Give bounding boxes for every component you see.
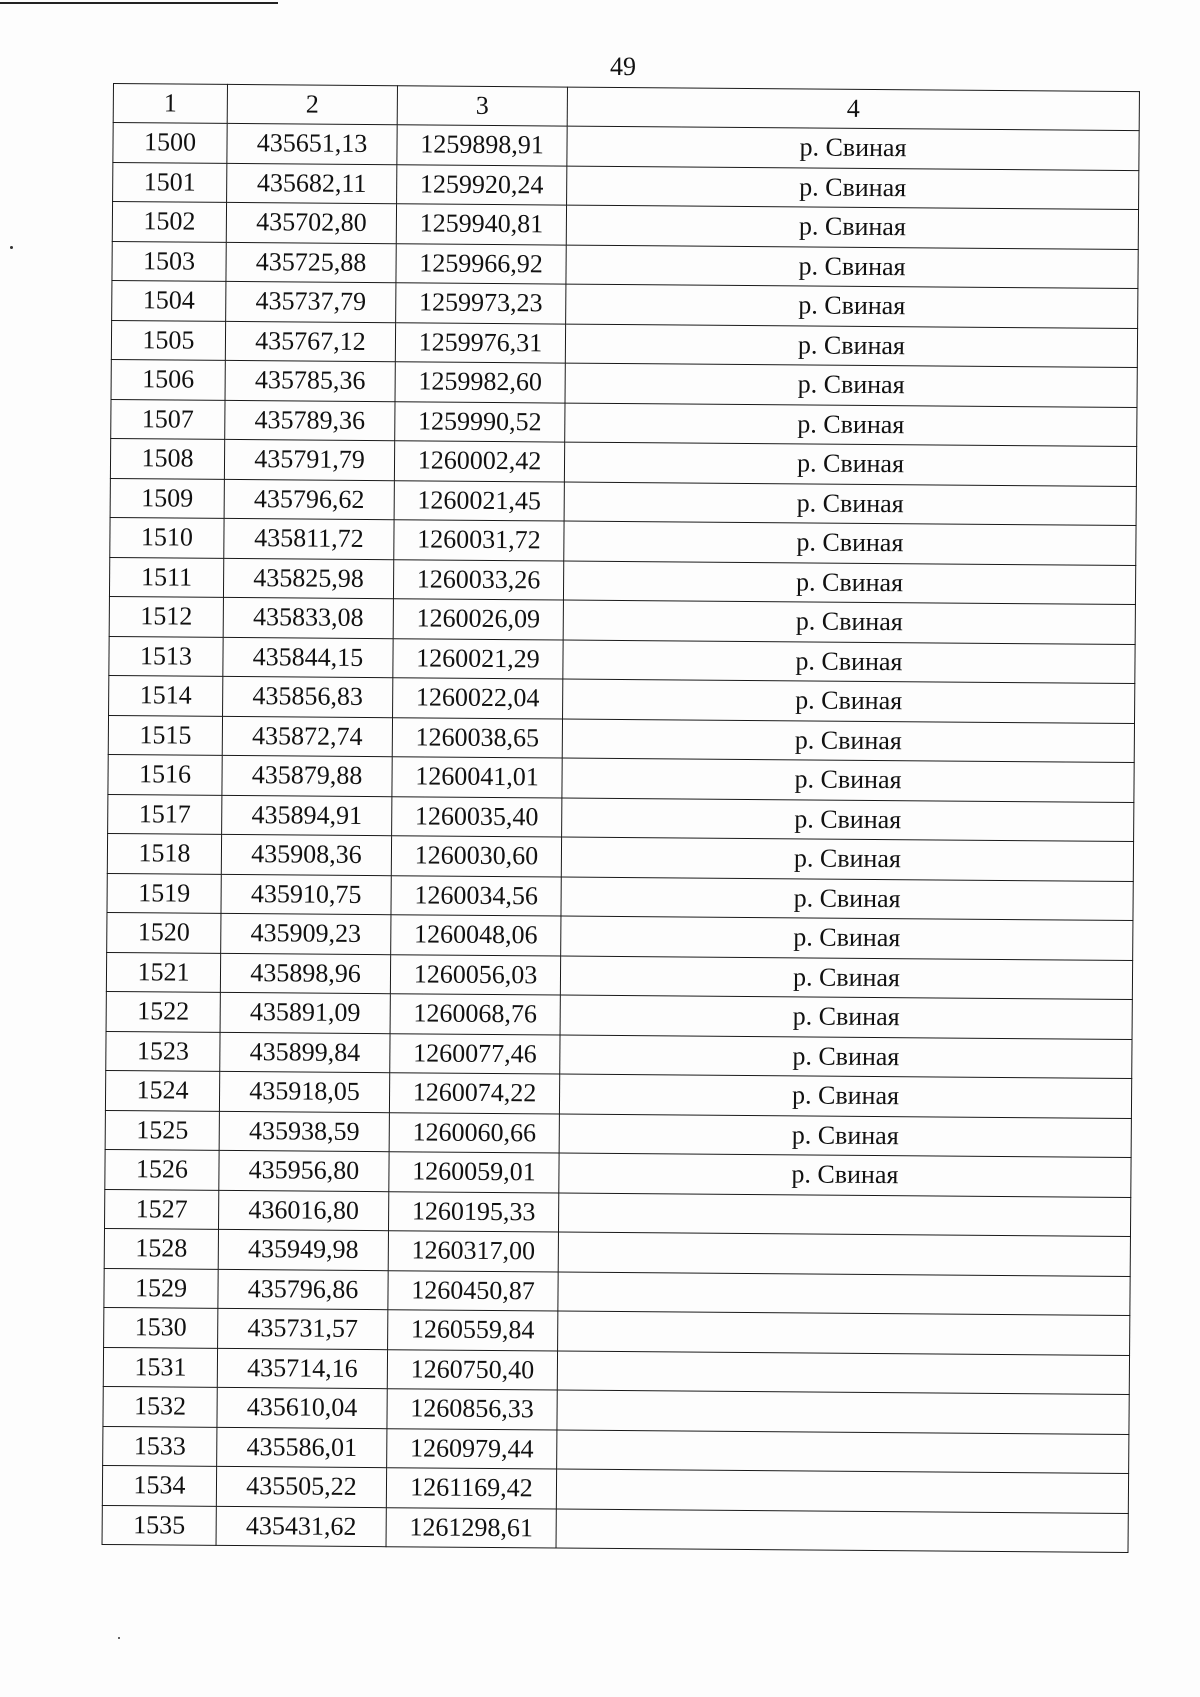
- point-number-cell: 1501: [113, 162, 227, 202]
- description-cell: р. Свиная: [566, 245, 1138, 289]
- y-coordinate-cell: 1260021,45: [394, 480, 564, 521]
- description-cell: р. Свиная: [559, 1114, 1131, 1158]
- y-coordinate-cell: 1260031,72: [394, 520, 564, 561]
- point-number-cell: 1507: [111, 399, 225, 439]
- x-coordinate-cell: 435938,59: [219, 1111, 389, 1152]
- x-coordinate-cell: 435702,80: [226, 202, 396, 243]
- description-cell: р. Свиная: [566, 284, 1138, 328]
- point-number-cell: 1513: [109, 636, 223, 676]
- point-number-cell: 1535: [102, 1505, 216, 1545]
- y-coordinate-cell: 1260030,60: [391, 836, 561, 877]
- description-cell: р. Свиная: [560, 956, 1132, 1000]
- description-cell: [558, 1311, 1130, 1355]
- description-cell: р. Свиная: [563, 640, 1135, 684]
- x-coordinate-cell: 435909,23: [221, 913, 391, 954]
- description-cell: р. Свиная: [564, 482, 1136, 526]
- description-cell: [558, 1193, 1130, 1237]
- coordinates-table: [102, 83, 1140, 1553]
- point-number-cell: 1522: [106, 991, 220, 1031]
- x-coordinate-cell: 435610,04: [217, 1387, 387, 1428]
- x-coordinate-cell: 435731,57: [218, 1308, 388, 1349]
- point-number-cell: 1505: [111, 320, 225, 360]
- x-coordinate-cell: 435825,98: [223, 558, 393, 599]
- x-coordinate-cell: 435899,84: [220, 1032, 390, 1073]
- point-number-cell: 1502: [112, 202, 226, 242]
- x-coordinate-cell: 435894,91: [222, 795, 392, 836]
- description-cell: [556, 1509, 1128, 1553]
- description-cell: [558, 1272, 1130, 1316]
- point-number-cell: 1518: [107, 833, 221, 873]
- y-coordinate-cell: 1259898,91: [397, 125, 567, 166]
- point-number-cell: 1504: [112, 280, 226, 320]
- description-cell: р. Свиная: [563, 679, 1135, 723]
- point-number-cell: 1516: [108, 754, 222, 794]
- description-cell: [557, 1351, 1129, 1395]
- x-coordinate-cell: 435789,36: [225, 400, 395, 441]
- description-cell: р. Свиная: [563, 600, 1135, 644]
- y-coordinate-cell: 1260060,66: [389, 1112, 559, 1153]
- y-coordinate-cell: 1260559,84: [388, 1310, 558, 1351]
- y-coordinate-cell: 1259940,81: [396, 204, 566, 245]
- description-cell: р. Свиная: [560, 995, 1132, 1039]
- point-number-cell: 1520: [107, 912, 221, 952]
- x-coordinate-cell: 435725,88: [226, 242, 396, 283]
- x-coordinate-cell: 435505,22: [216, 1466, 386, 1507]
- description-cell: р. Свиная: [559, 1153, 1131, 1197]
- description-cell: [557, 1390, 1129, 1434]
- point-number-cell: 1526: [105, 1149, 219, 1189]
- x-coordinate-cell: 435791,79: [224, 439, 394, 480]
- x-coordinate-cell: 435811,72: [224, 518, 394, 559]
- x-coordinate-cell: 436016,80: [218, 1190, 388, 1231]
- point-number-cell: 1515: [108, 715, 222, 755]
- y-coordinate-cell: 1259976,31: [395, 322, 565, 363]
- description-cell: р. Свиная: [565, 363, 1137, 407]
- y-coordinate-cell: 1260059,01: [389, 1152, 559, 1193]
- y-coordinate-cell: 1259990,52: [395, 401, 565, 442]
- x-coordinate-cell: 435918,05: [219, 1071, 389, 1112]
- x-coordinate-cell: 435714,16: [217, 1348, 387, 1389]
- description-cell: р. Свиная: [567, 166, 1139, 210]
- table-row: [102, 1505, 1128, 1553]
- y-coordinate-cell: 1260048,06: [391, 915, 561, 956]
- point-number-cell: 1531: [103, 1347, 217, 1387]
- point-number-cell: 1525: [105, 1110, 219, 1150]
- description-cell: р. Свиная: [562, 758, 1134, 802]
- y-coordinate-cell: 1260068,76: [390, 994, 560, 1035]
- description-cell: [558, 1232, 1130, 1276]
- description-cell: р. Свиная: [561, 837, 1133, 881]
- column-header-2: 2: [227, 84, 397, 124]
- description-cell: р. Свиная: [561, 916, 1133, 960]
- x-coordinate-cell: 435879,88: [222, 755, 392, 796]
- description-cell: р. Свиная: [562, 719, 1134, 763]
- scan-speck: [118, 1637, 120, 1639]
- x-coordinate-cell: 435431,62: [216, 1506, 386, 1547]
- x-coordinate-cell: 435833,08: [223, 597, 393, 638]
- y-coordinate-cell: 1260074,22: [389, 1073, 559, 1114]
- x-coordinate-cell: 435872,74: [222, 716, 392, 757]
- x-coordinate-cell: 435898,96: [220, 953, 390, 994]
- y-coordinate-cell: 1260034,56: [391, 875, 561, 916]
- x-coordinate-cell: 435767,12: [225, 321, 395, 362]
- y-coordinate-cell: 1260195,33: [388, 1191, 558, 1232]
- scan-speck: [10, 246, 13, 249]
- x-coordinate-cell: 435844,15: [223, 637, 393, 678]
- point-number-cell: 1533: [103, 1426, 217, 1466]
- description-cell: р. Свиная: [565, 324, 1137, 368]
- column-header-1: 1: [113, 84, 227, 124]
- y-coordinate-cell: 1260317,00: [388, 1231, 558, 1272]
- column-header-4: 4: [567, 87, 1139, 130]
- point-number-cell: 1514: [109, 675, 223, 715]
- description-cell: р. Свиная: [564, 521, 1136, 565]
- y-coordinate-cell: 1260077,46: [390, 1033, 560, 1074]
- point-number-cell: 1534: [102, 1465, 216, 1505]
- y-coordinate-cell: 1259973,23: [396, 283, 566, 324]
- description-cell: р. Свиная: [567, 126, 1139, 170]
- point-number-cell: 1519: [107, 873, 221, 913]
- x-coordinate-cell: 435737,79: [226, 281, 396, 322]
- description-cell: р. Свиная: [566, 205, 1138, 249]
- point-number-cell: 1517: [108, 794, 222, 834]
- page-number: 49: [610, 52, 636, 81]
- point-number-cell: 1500: [113, 123, 227, 163]
- y-coordinate-cell: 1260979,44: [387, 1428, 557, 1469]
- description-cell: р. Свиная: [564, 442, 1136, 486]
- y-coordinate-cell: 1260026,09: [393, 599, 563, 640]
- y-coordinate-cell: 1260450,87: [388, 1270, 558, 1311]
- x-coordinate-cell: 435651,13: [227, 123, 397, 164]
- column-header-3: 3: [397, 86, 567, 126]
- description-cell: р. Свиная: [563, 561, 1135, 605]
- point-number-cell: 1512: [109, 596, 223, 636]
- point-number-cell: 1524: [105, 1070, 219, 1110]
- description-cell: р. Свиная: [565, 403, 1137, 447]
- point-number-cell: 1521: [106, 952, 220, 992]
- point-number-cell: 1509: [110, 478, 224, 518]
- y-coordinate-cell: 1261298,61: [386, 1507, 556, 1548]
- x-coordinate-cell: 435682,11: [227, 163, 397, 204]
- point-number-cell: 1508: [110, 438, 224, 478]
- point-number-cell: 1528: [104, 1228, 218, 1268]
- table-body: [102, 123, 1139, 1553]
- point-number-cell: 1523: [106, 1031, 220, 1071]
- x-coordinate-cell: 435785,36: [225, 360, 395, 401]
- x-coordinate-cell: 435796,62: [224, 479, 394, 520]
- y-coordinate-cell: 1260856,33: [387, 1389, 557, 1430]
- y-coordinate-cell: 1260033,26: [393, 559, 563, 600]
- y-coordinate-cell: 1260022,04: [393, 678, 563, 719]
- x-coordinate-cell: 435856,83: [223, 676, 393, 717]
- point-number-cell: 1529: [104, 1268, 218, 1308]
- y-coordinate-cell: 1259920,24: [397, 164, 567, 205]
- y-coordinate-cell: 1260056,03: [390, 954, 560, 995]
- x-coordinate-cell: 435910,75: [221, 874, 391, 915]
- y-coordinate-cell: 1261169,42: [386, 1468, 556, 1509]
- x-coordinate-cell: 435891,09: [220, 992, 390, 1033]
- top-rule: [0, 2, 278, 4]
- x-coordinate-cell: 435949,98: [218, 1229, 388, 1270]
- point-number-cell: 1506: [111, 359, 225, 399]
- point-number-cell: 1510: [110, 517, 224, 557]
- point-number-cell: 1511: [109, 557, 223, 597]
- point-number-cell: 1503: [112, 241, 226, 281]
- x-coordinate-cell: 435586,01: [217, 1427, 387, 1468]
- y-coordinate-cell: 1260021,29: [393, 638, 563, 679]
- x-coordinate-cell: 435956,80: [219, 1150, 389, 1191]
- point-number-cell: 1532: [103, 1386, 217, 1426]
- y-coordinate-cell: 1260750,40: [387, 1349, 557, 1390]
- description-cell: р. Свиная: [561, 877, 1133, 921]
- x-coordinate-cell: 435796,86: [218, 1269, 388, 1310]
- y-coordinate-cell: 1259966,92: [396, 243, 566, 284]
- y-coordinate-cell: 1260041,01: [392, 757, 562, 798]
- description-cell: [557, 1430, 1129, 1474]
- point-number-cell: 1530: [104, 1307, 218, 1347]
- y-coordinate-cell: 1259982,60: [395, 362, 565, 403]
- x-coordinate-cell: 435908,36: [221, 834, 391, 875]
- description-cell: р. Свиная: [559, 1074, 1131, 1118]
- point-number-cell: 1527: [105, 1189, 219, 1229]
- description-cell: р. Свиная: [560, 1035, 1132, 1079]
- description-cell: р. Свиная: [562, 798, 1134, 842]
- y-coordinate-cell: 1260002,42: [394, 441, 564, 482]
- y-coordinate-cell: 1260038,65: [392, 717, 562, 758]
- y-coordinate-cell: 1260035,40: [392, 796, 562, 837]
- description-cell: [556, 1469, 1128, 1513]
